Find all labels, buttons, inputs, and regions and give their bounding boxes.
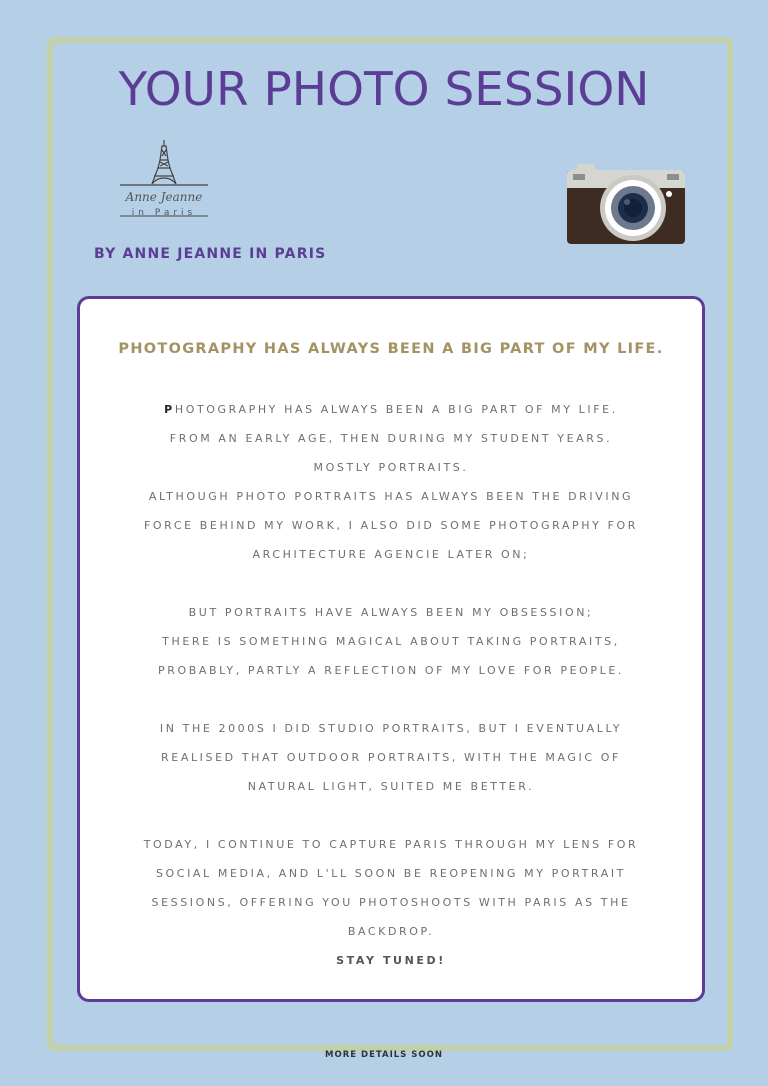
body-line: MOSTLY PORTRAITS. — [313, 461, 469, 474]
stay-tuned-text: STAY TUNED! — [336, 954, 446, 967]
content-card — [77, 296, 705, 1002]
first-letter: P — [164, 403, 175, 416]
paragraph-gap — [100, 569, 682, 598]
paragraph-gap — [100, 801, 682, 830]
body-line: ALTHOUGH PHOTO PORTRAITS HAS ALWAYS BEEN THE DRIVING — [148, 490, 634, 503]
body-line: IN THE 2000S I DID STUDIO PORTRAITS, BUT I EVENTUALLY — [159, 722, 623, 735]
first-line-rest: HOTOGRAPHY HAS ALWAYS BEEN A BIG PART OF MY LIFE. — [174, 403, 618, 416]
body-line: THERE IS SOMETHING MAGICAL ABOUT TAKING PORTRAITS, — [162, 635, 620, 648]
body-line: REALISED THAT OUTDOOR PORTRAITS, WITH THE MAGIC OF — [161, 751, 621, 764]
body-line: PROBABLY, PARTLY A REFLECTION OF MY LOVE FOR PEOPLE. — [157, 664, 625, 677]
footer-text: MORE DETAILS SOON — [325, 1050, 443, 1060]
logo-name: Anne Jeanne — [125, 190, 203, 204]
body-line: BUT PORTRAITS HAVE ALWAYS BEEN MY OBSESSION; — [188, 606, 594, 619]
logo-subtitle: in Paris — [131, 208, 197, 218]
card-heading: PHOTOGRAPHY HAS ALWAYS BEEN A BIG PART OF MY LIFE. — [118, 341, 664, 357]
body-line: FROM AN EARLY AGE, THEN DURING MY STUDENT YEARS. — [169, 432, 613, 445]
body-line: SOCIAL MEDIA, AND L'LL SOON BE REOPENING MY PORTRAIT — [155, 867, 627, 880]
body-line: ARCHITECTURE AGENCIE LATER ON; — [252, 548, 530, 561]
byline: BY ANNE JEANNE IN PARIS — [94, 246, 327, 262]
body-line: FORCE BEHIND MY WORK, I ALSO DID SOME PHOTOGRAPHY FOR — [143, 519, 639, 532]
paragraph-gap — [100, 685, 682, 714]
page-title: YOUR PHOTO SESSION — [118, 62, 650, 116]
camera-icon — [563, 162, 689, 246]
body-line: BACKDROP. — [347, 925, 435, 938]
body-line-first — [100, 395, 682, 424]
card-body — [100, 395, 682, 975]
body-line: SESSIONS, OFFERING YOU PHOTOSHOOTS WITH PARIS AS THE — [151, 896, 631, 909]
body-line: TODAY, I CONTINUE TO CAPTURE PARIS THROUGH MY LENS FOR — [143, 838, 639, 851]
body-line: NATURAL LIGHT, SUITED ME BETTER. — [247, 780, 535, 793]
